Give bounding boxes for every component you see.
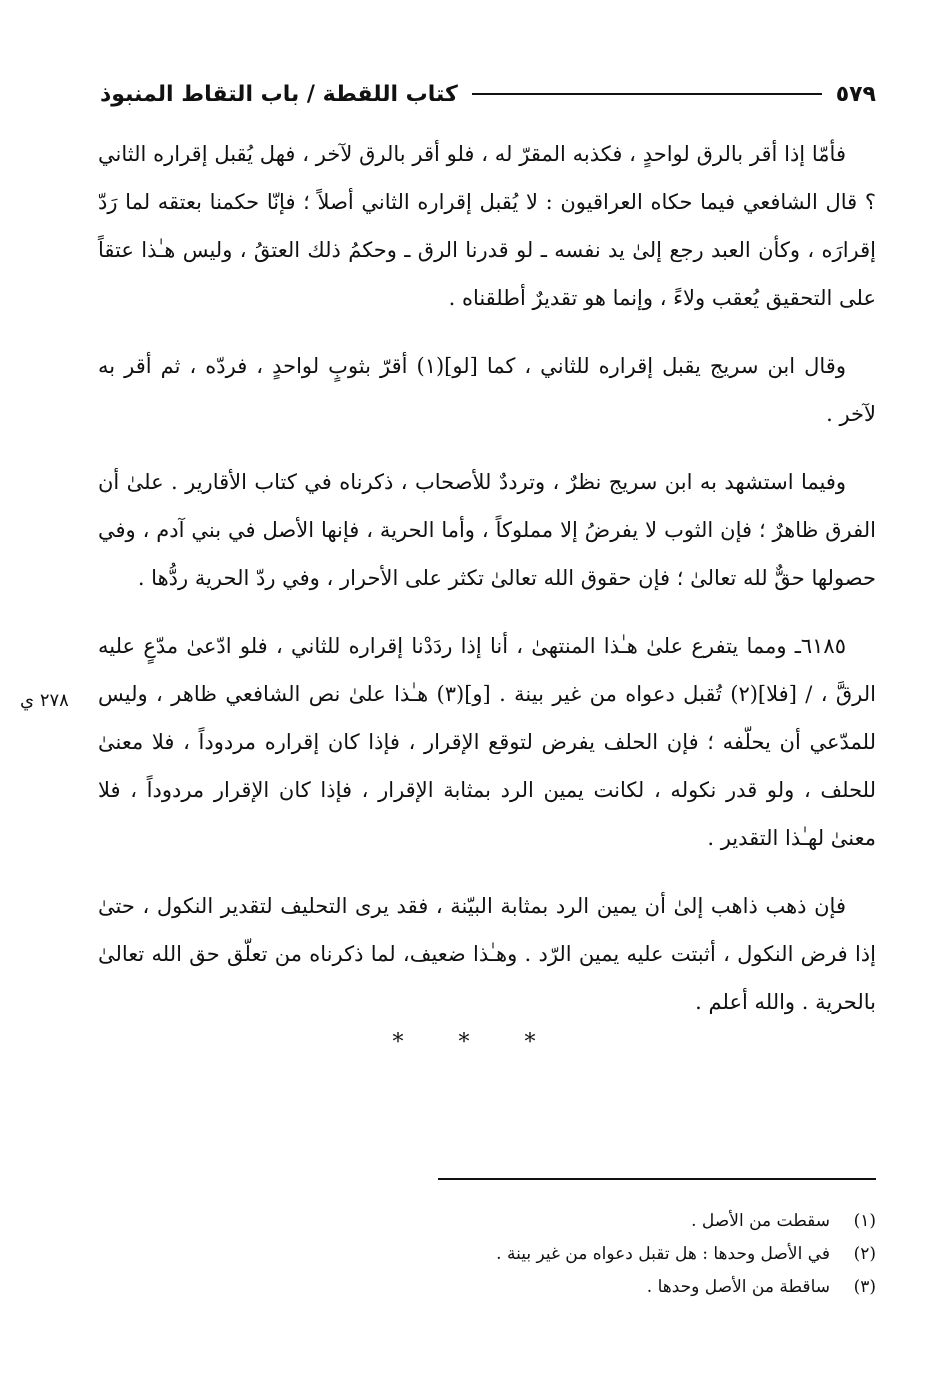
footnote-number: (٣): [853, 1277, 876, 1297]
header-rule: [472, 93, 822, 95]
footnote: [438, 1205, 876, 1238]
section-separator: * * *: [392, 1030, 560, 1055]
footnote-text: سقطت من الأصل .: [691, 1211, 830, 1231]
footnote-number: (٢): [853, 1244, 876, 1264]
paragraph-5: فإن ذهب ذاهب إلىٰ أن يمين الرد بمثابة البيّنة ، فقد يرى التحليف لتقدير النكول ، حتىٰ إذا فرض النكول ، أثبتت عليه يمين الرّد . وهـٰذا ضعيف، لما ذكرناه من تعلّق حق الله تعالىٰ بالحرية . والله أعلم .: [98, 894, 876, 1014]
paragraph-3: وفيما استشهد به ابن سريج نظرٌ ، وترددٌ للأصحاب ، ذكرناه في كتاب الأقارير . علىٰ أن الفرق ظاهرٌ ؛ فإن الثوب لا يفرضُ إلا مملوكاً ، وأما الحرية ، فإنها الأصل في بني آدم ، وفي حصولها حقٌّ لله تعالىٰ ؛ فإن حقوق الله تعالىٰ تكثر على الأحرار ، وفي ردّ الحرية ردُّها .: [98, 470, 876, 590]
paragraph-4: ٦١٨٥ـ ومما يتفرع علىٰ هـٰذا المنتهىٰ ، أنا إذا ردَدْنا إقراره للثاني ، فلو ادّعىٰ مدّعٍ عليه الرقَّ ، / [فلا](٢) تُقبل دعواه من غير بينة . [و](٣) هـٰذا علىٰ نص الشافعي ظاهر ، وليس للمدّعي أن يحلّفه ؛ فإن الحلف يفرض لتوقع الإقرار ، فإذا كان إقراره مردوداً ، فلا معنىٰ للحلف ، ولو قدر نكوله ، لكانت يمين الرد بمثابة الإقرار ، فإذا كان الإقرار مردوداً ، فلا معنىٰ لهـٰذا التقدير .: [98, 634, 876, 850]
footnote-number: (١): [853, 1211, 876, 1231]
paragraph-1: فأمّا إذا أقر بالرق لواحدٍ ، فكذبه المقرّ له ، فلو أقر بالرق لآخر ، فهل يُقبل إقراره الثاني ؟ قال الشافعي فيما حكاه العراقيون : لا يُقبل إقراره الثاني أصلاً ؛ فإنّا حكمنا بعتقه لما رَدّ إقرارَه ، وكأن العبد رجع إلىٰ يد نفسه ـ لو قدرنا الرق ـ وحكمُ ذلك العتقُ ، وليس هـٰذا عتقاً على التحقيق يُعقب ولاءً ، وإنما هو تقديرٌ أطلقناه .: [98, 142, 876, 310]
paragraph-2: وقال ابن سريج يقبل إقراره للثاني ، كما [لو](١) أقرّ بثوبٍ لواحدٍ ، فردّه ، ثم أقر به لآخر .: [98, 354, 876, 426]
footnote: [438, 1271, 876, 1304]
footnote-text: في الأصل وحدها : هل تقبل دعواه من غير بينة .: [496, 1244, 830, 1264]
margin-manuscript-note: ٢٧٨ ي: [20, 690, 69, 711]
footnotes: [438, 1205, 876, 1304]
footnote: [438, 1238, 876, 1271]
main-text: [98, 130, 876, 1046]
running-header: [100, 74, 876, 114]
chapter-title: كتاب اللقطة / باب التقاط المنبوذ: [100, 81, 458, 107]
footnote-rule: [438, 1178, 876, 1180]
page-number: ٥٧٩: [835, 81, 876, 107]
footnote-text: ساقطة من الأصل وحدها .: [646, 1277, 830, 1297]
